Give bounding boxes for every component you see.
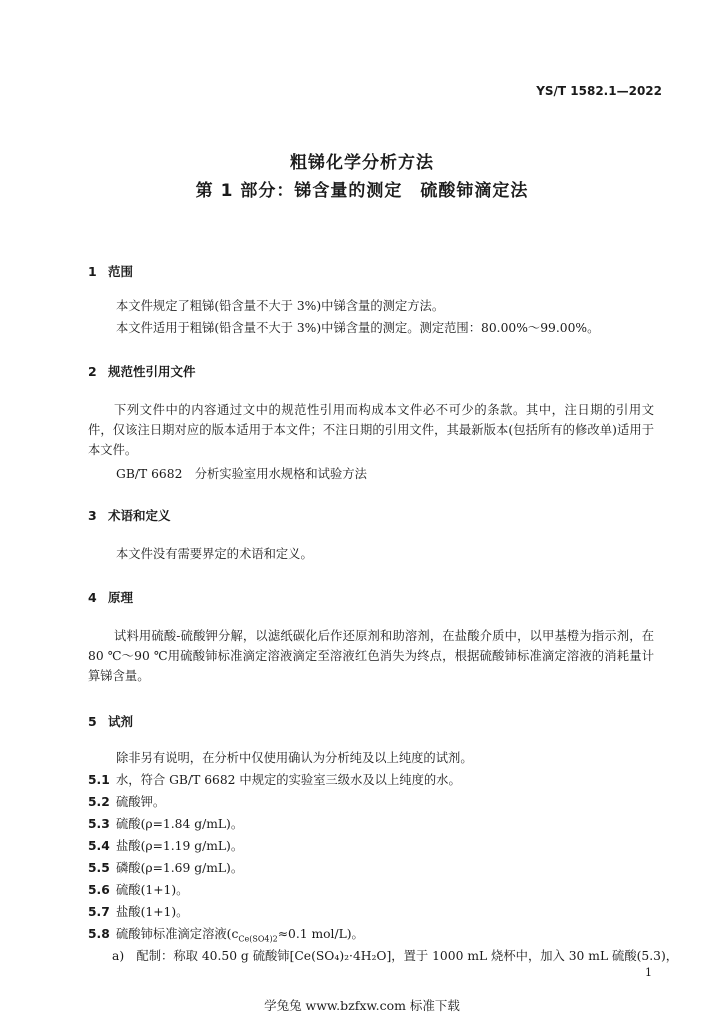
concentration-subscript: Ce(SO4)2	[238, 934, 278, 944]
section-number: 2	[88, 364, 97, 379]
reagent-item	[88, 880, 188, 898]
section-1-line-1: 本文件规定了粗锑(铅含量不大于 3%)中锑含量的测定方法。	[116, 299, 445, 313]
document-subtitle: 第 1 部分：锑含量的测定 硫酸铈滴定法	[195, 181, 529, 201]
item-number: 5.5	[88, 861, 110, 875]
item-number: 5.3	[88, 817, 110, 831]
reagent-item-5-8	[88, 924, 364, 943]
item-number: 5.2	[88, 795, 110, 809]
page-footer: 学兔兔 www.bzfxw.com 标准下载	[264, 998, 460, 1013]
reagent-item	[88, 836, 243, 854]
section-3-paragraph: 本文件没有需要界定的术语和定义。	[116, 547, 313, 561]
section-1-heading	[88, 262, 133, 280]
section-title: 规范性引用文件	[108, 364, 196, 379]
section-number: 4	[88, 590, 97, 605]
section-title: 范围	[108, 264, 134, 279]
reagent-item	[88, 792, 165, 810]
item-text: 水，符合 GB/T 6682 中规定的实验室三级水及以上纯度的水。	[116, 773, 461, 787]
document-title: 粗锑化学分析方法	[290, 153, 434, 173]
section-2-heading	[88, 362, 196, 380]
section-title: 原理	[108, 590, 134, 605]
reagent-item	[88, 814, 243, 832]
procedure-step-a: a) 配制：称取 40.50 g 硫酸铈[Ce(SO₄)₂·4H₂O]，置于 1000 mL 烧杯中，加入 30 mL 硫酸(5.3)，	[112, 949, 679, 963]
item-number: 5.4	[88, 839, 110, 853]
section-number: 5	[88, 714, 97, 729]
reagent-item	[88, 770, 461, 788]
item-text: 盐酸(ρ=1.19 g/mL)。	[116, 839, 244, 853]
item-text-prefix: 硫酸铈标准滴定溶液(c	[116, 927, 239, 941]
item-text: 盐酸(1+1)。	[116, 905, 189, 919]
section-5-heading	[88, 712, 133, 730]
section-1-line-2: 本文件适用于粗锑(铅含量不大于 3%)中锑含量的测定。测定范围：80.00%～99.00%。	[116, 321, 600, 335]
section-5-intro: 除非另有说明，在分析中仅使用确认为分析纯及以上纯度的试剂。	[116, 751, 473, 765]
section-2-paragraph: 下列文件中的内容通过文中的规范性引用而构成本文件必不可少的条款。其中，注日期的引用文件，仅该注日期对应的版本适用于本文件；不注日期的引用文件，其最新版本(包括所有的修改单)适用于本文件。	[88, 403, 654, 457]
item-text: 硫酸钾。	[116, 795, 166, 809]
item-number: 5.6	[88, 883, 110, 897]
item-text-suffix: ≈0.1 mol/L)。	[277, 927, 364, 941]
item-number: 5.1	[88, 773, 110, 787]
section-number: 1	[88, 264, 97, 279]
item-number: 5.8	[88, 927, 110, 941]
page-number: 1	[645, 966, 652, 979]
section-number: 3	[88, 508, 97, 523]
section-title: 术语和定义	[108, 508, 171, 523]
section-4-paragraph: 试料用硫酸-硫酸钾分解，以滤纸碳化后作还原剂和助溶剂，在盐酸介质中，以甲基橙为指示剂，在 80 ℃～90 ℃用硫酸铈标准滴定溶液滴定至溶液红色消失为终点，根据硫酸铈标准滴定溶液的消耗量计算锑含量。	[88, 629, 654, 683]
reagent-item	[88, 902, 188, 920]
item-text: 硫酸(1+1)。	[116, 883, 189, 897]
reagent-item	[88, 858, 243, 876]
item-number: 5.7	[88, 905, 110, 919]
item-text: 磷酸(ρ=1.69 g/mL)。	[116, 861, 244, 875]
normative-reference: GB/T 6682 分析实验室用水规格和试验方法	[116, 467, 367, 481]
section-4-heading	[88, 588, 133, 606]
section-title: 试剂	[108, 714, 134, 729]
standard-number: YS/T 1582.1—2022	[536, 84, 662, 98]
section-3-heading	[88, 506, 171, 524]
item-text: 硫酸(ρ=1.84 g/mL)。	[116, 817, 244, 831]
